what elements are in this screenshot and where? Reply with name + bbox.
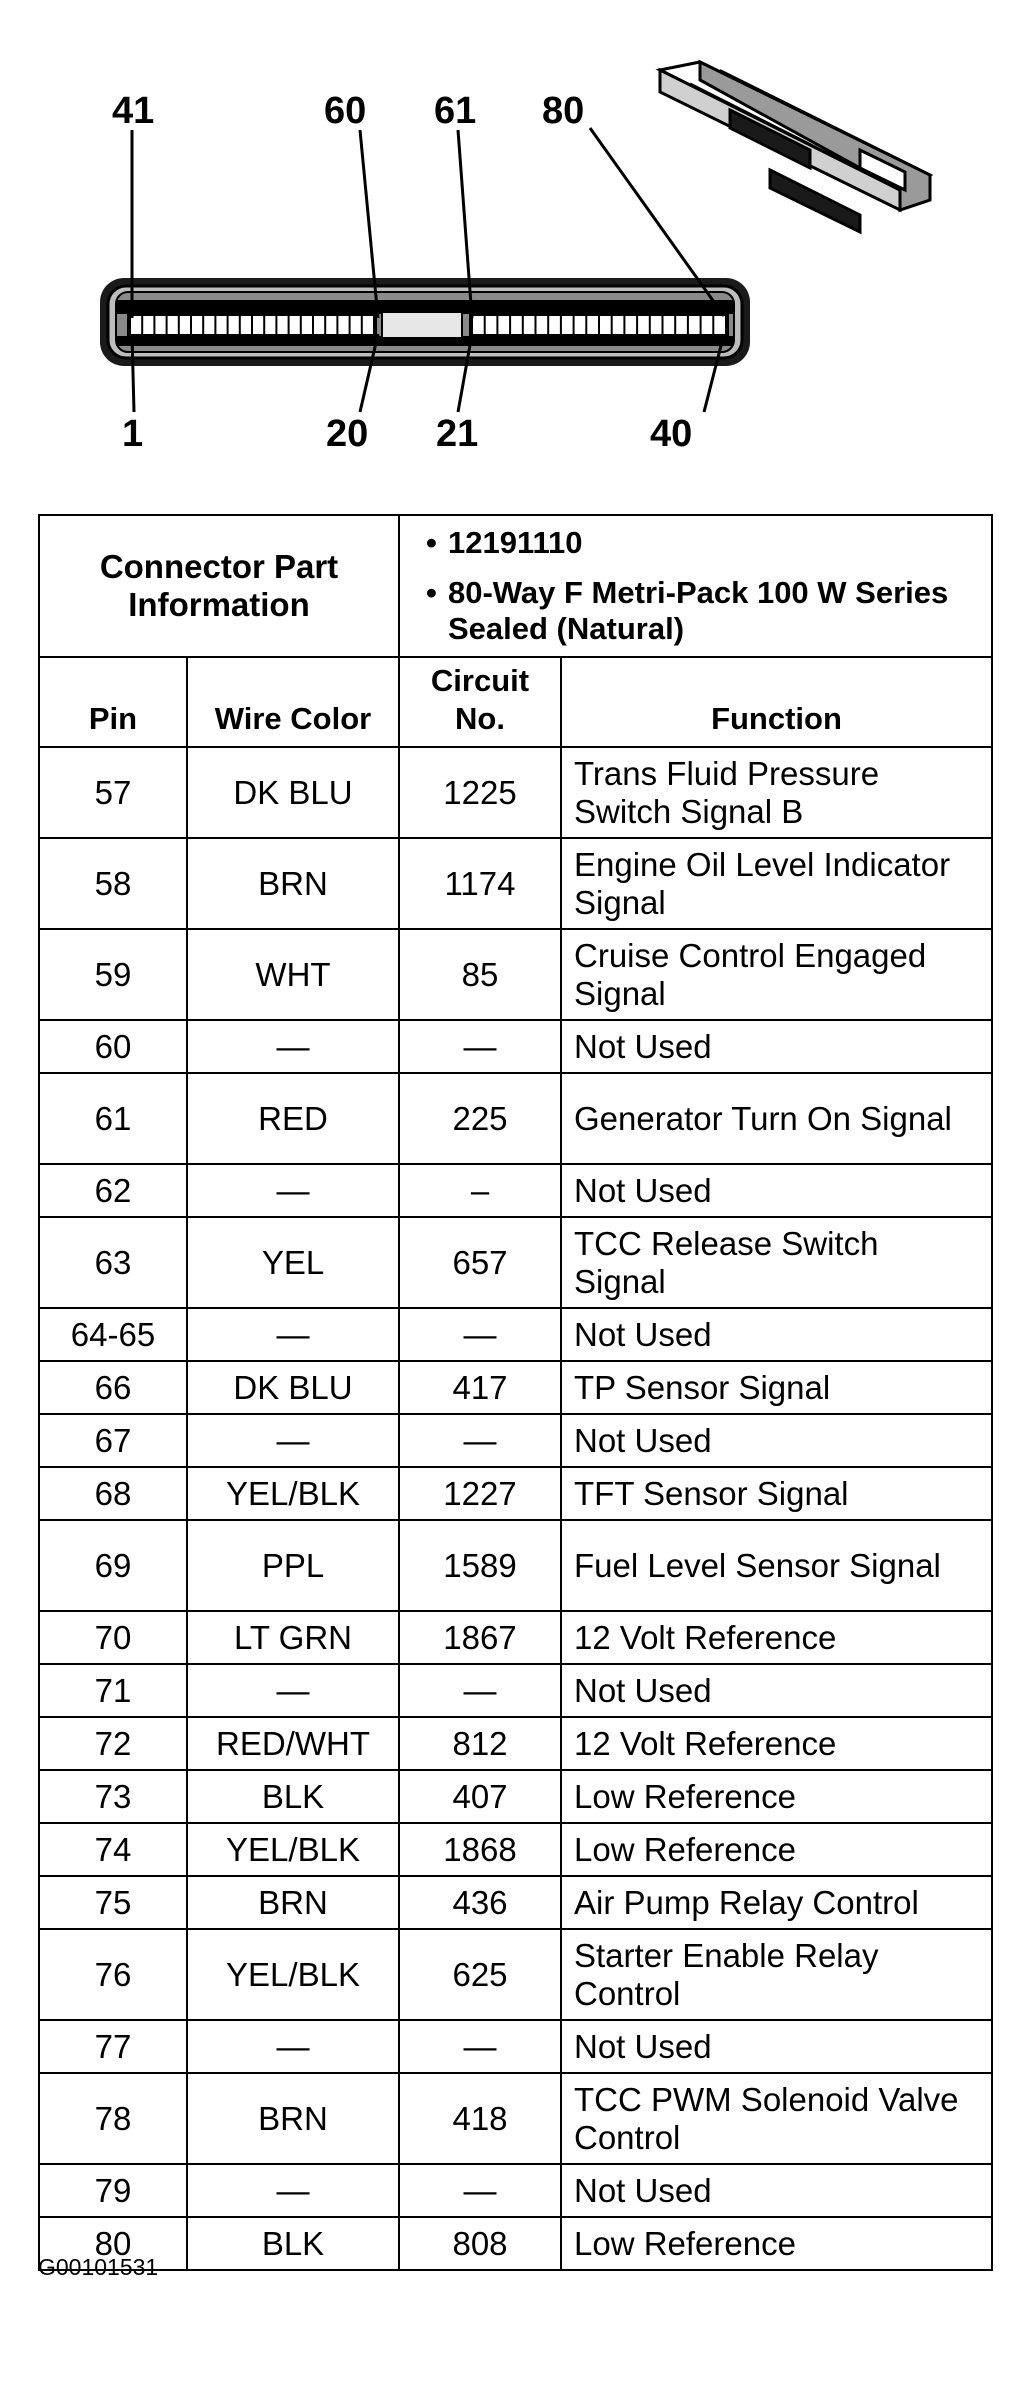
- circuit-cell: 436: [399, 1876, 561, 1929]
- circuit-cell: 1868: [399, 1823, 561, 1876]
- circuit-cell: 657: [399, 1217, 561, 1308]
- table-row: [39, 929, 992, 1020]
- pin-cell: 58: [39, 838, 187, 929]
- leader-lines: [132, 128, 724, 412]
- pin-cell: 72: [39, 1717, 187, 1770]
- pin-cell: 66: [39, 1361, 187, 1414]
- circuit-cell: 1589: [399, 1520, 561, 1611]
- wire-color-cell: BRN: [187, 838, 399, 929]
- function-cell: TCC Release Switch Signal: [561, 1217, 992, 1308]
- circuit-cell: –: [399, 1164, 561, 1217]
- function-cell: Low Reference: [561, 1770, 992, 1823]
- function-cell: Cruise Control Engaged Signal: [561, 929, 992, 1020]
- pin-label-60: 60: [324, 90, 367, 132]
- pin-cell: 78: [39, 2073, 187, 2164]
- pin-cell: 62: [39, 1164, 187, 1217]
- function-cell: Not Used: [561, 1414, 992, 1467]
- pin-label-80: 80: [542, 90, 585, 132]
- circuit-cell: 812: [399, 1717, 561, 1770]
- wire-color-cell: DK BLU: [187, 747, 399, 838]
- circuit-cell: —: [399, 1308, 561, 1361]
- function-cell: Not Used: [561, 1308, 992, 1361]
- pin-cell: 69: [39, 1520, 187, 1611]
- pin-label-1: 1: [122, 413, 144, 455]
- wire-color-cell: —: [187, 2164, 399, 2217]
- wire-color-cell: PPL: [187, 1520, 399, 1611]
- pin-cell: 61: [39, 1073, 187, 1164]
- wire-color-cell: YEL/BLK: [187, 1929, 399, 2020]
- wire-color-cell: YEL: [187, 1217, 399, 1308]
- function-cell: 12 Volt Reference: [561, 1611, 992, 1664]
- function-cell: Not Used: [561, 1164, 992, 1217]
- pin-cell: 68: [39, 1467, 187, 1520]
- pin-cell: 67: [39, 1414, 187, 1467]
- circuit-cell: 225: [399, 1073, 561, 1164]
- pin-cell: 74: [39, 1823, 187, 1876]
- pin-cell: 79: [39, 2164, 187, 2217]
- wire-color-cell: DK BLU: [187, 1361, 399, 1414]
- table-row: [39, 1020, 992, 1073]
- pin-cell: 80: [39, 2217, 187, 2270]
- wire-color-cell: YEL/BLK: [187, 1823, 399, 1876]
- pin-cell: 59: [39, 929, 187, 1020]
- table-row: [39, 1520, 992, 1611]
- function-cell: Not Used: [561, 2164, 992, 2217]
- table-row: [39, 747, 992, 838]
- table-row: [39, 1414, 992, 1467]
- table-row: [39, 2073, 992, 2164]
- wire-color-cell: BLK: [187, 2217, 399, 2270]
- table-row: [39, 2217, 992, 2270]
- connector-pinout-table: [38, 514, 993, 2271]
- table-row: [39, 1929, 992, 2020]
- circuit-cell: 1174: [399, 838, 561, 929]
- function-cell: TFT Sensor Signal: [561, 1467, 992, 1520]
- pin-cell: 70: [39, 1611, 187, 1664]
- pin-cell: 57: [39, 747, 187, 838]
- pin-cell: 63: [39, 1217, 187, 1308]
- pin-label-61: 61: [434, 90, 477, 132]
- function-cell: 12 Volt Reference: [561, 1717, 992, 1770]
- function-cell: Not Used: [561, 2020, 992, 2073]
- function-cell: Trans Fluid Pressure Switch Signal B: [561, 747, 992, 838]
- function-cell: Starter Enable Relay Control: [561, 1929, 992, 2020]
- function-cell: Generator Turn On Signal: [561, 1073, 992, 1164]
- function-cell: Not Used: [561, 1664, 992, 1717]
- connector-info-values: [399, 515, 992, 657]
- table-row: [39, 1217, 992, 1308]
- function-cell: TP Sensor Signal: [561, 1361, 992, 1414]
- circuit-cell: 1867: [399, 1611, 561, 1664]
- header-function: Function: [561, 657, 992, 747]
- circuit-cell: —: [399, 1664, 561, 1717]
- column-header-row: [39, 657, 992, 747]
- table-row: [39, 1361, 992, 1414]
- wire-color-cell: LT GRN: [187, 1611, 399, 1664]
- table-row: [39, 1717, 992, 1770]
- wire-color-cell: —: [187, 1414, 399, 1467]
- table-row: [39, 2164, 992, 2217]
- wire-color-cell: —: [187, 1164, 399, 1217]
- connector-diagram: [0, 0, 1032, 480]
- pin-cell: 76: [39, 1929, 187, 2020]
- pin-label-41: 41: [112, 90, 155, 132]
- pin-label-40: 40: [650, 413, 693, 455]
- connector-isometric-view: [660, 62, 930, 232]
- wire-color-cell: —: [187, 2020, 399, 2073]
- circuit-cell: 407: [399, 1770, 561, 1823]
- wire-color-cell: RED: [187, 1073, 399, 1164]
- wire-color-cell: —: [187, 1664, 399, 1717]
- circuit-cell: 625: [399, 1929, 561, 2020]
- function-cell: Fuel Level Sensor Signal: [561, 1520, 992, 1611]
- header-wire-color: Wire Color: [187, 657, 399, 747]
- connector-front-view: [100, 278, 750, 366]
- table-row: [39, 1823, 992, 1876]
- function-cell: Air Pump Relay Control: [561, 1876, 992, 1929]
- table-row: [39, 1308, 992, 1361]
- wire-color-cell: —: [187, 1308, 399, 1361]
- wire-color-cell: YEL/BLK: [187, 1467, 399, 1520]
- wire-color-cell: RED/WHT: [187, 1717, 399, 1770]
- circuit-cell: —: [399, 2164, 561, 2217]
- pin-cell: 64-65: [39, 1308, 187, 1361]
- wire-color-cell: BRN: [187, 1876, 399, 1929]
- table-row: [39, 1770, 992, 1823]
- circuit-cell: 808: [399, 2217, 561, 2270]
- connector-part-number: • 12191110: [412, 525, 979, 561]
- wire-color-cell: —: [187, 1020, 399, 1073]
- connector-info-row: [39, 515, 992, 657]
- circuit-cell: 1225: [399, 747, 561, 838]
- table-row: [39, 1164, 992, 1217]
- table-row: [39, 1664, 992, 1717]
- function-cell: Not Used: [561, 1020, 992, 1073]
- table-row: [39, 838, 992, 929]
- function-cell: TCC PWM Solenoid Valve Control: [561, 2073, 992, 2164]
- circuit-cell: 85: [399, 929, 561, 1020]
- table-row: [39, 1876, 992, 1929]
- pin-cell: 60: [39, 1020, 187, 1073]
- connector-description: • 80-Way F Metri-Pack 100 W Series Sealed (Natural): [412, 575, 979, 647]
- connector-info-label: Connector Part Information: [39, 515, 399, 657]
- pin-cell: 75: [39, 1876, 187, 1929]
- wire-color-cell: BRN: [187, 2073, 399, 2164]
- header-pin: Pin: [39, 657, 187, 747]
- circuit-cell: 1227: [399, 1467, 561, 1520]
- table-row: [39, 1611, 992, 1664]
- pin-cell: 77: [39, 2020, 187, 2073]
- wire-color-cell: WHT: [187, 929, 399, 1020]
- wire-color-cell: BLK: [187, 1770, 399, 1823]
- figure-id: G00101531: [38, 2254, 159, 2280]
- table-row: [39, 1467, 992, 1520]
- circuit-cell: 418: [399, 2073, 561, 2164]
- pin-label-20: 20: [326, 413, 369, 455]
- circuit-cell: —: [399, 1020, 561, 1073]
- pin-cell: 73: [39, 1770, 187, 1823]
- function-cell: Low Reference: [561, 2217, 992, 2270]
- function-cell: Low Reference: [561, 1823, 992, 1876]
- table-row: [39, 2020, 992, 2073]
- table-row: [39, 1073, 992, 1164]
- circuit-cell: —: [399, 2020, 561, 2073]
- function-cell: Engine Oil Level Indicator Signal: [561, 838, 992, 929]
- pin-label-21: 21: [436, 413, 479, 455]
- circuit-cell: 417: [399, 1361, 561, 1414]
- pin-cell: 71: [39, 1664, 187, 1717]
- circuit-cell: —: [399, 1414, 561, 1467]
- header-circuit-no: Circuit No.: [399, 657, 561, 747]
